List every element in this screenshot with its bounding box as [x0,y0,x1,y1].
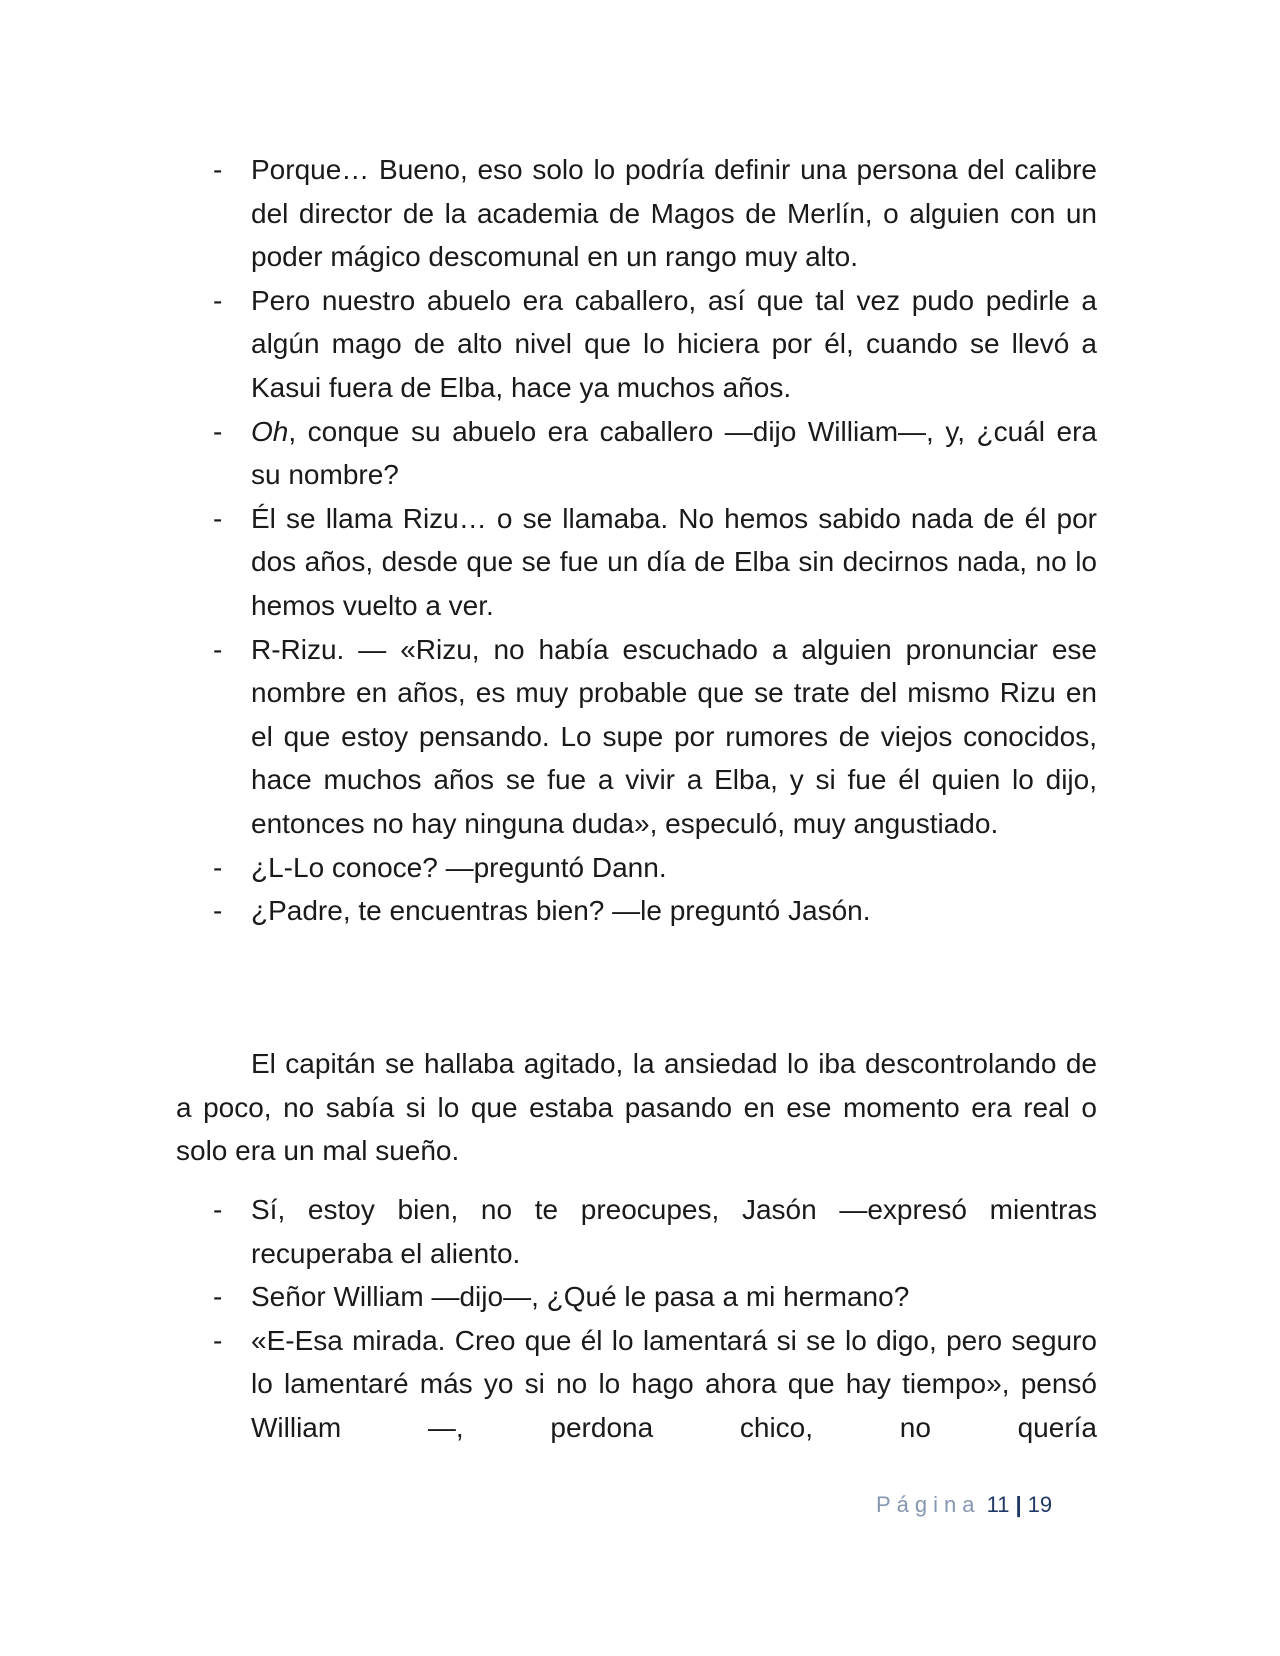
page-number: 11 [986,1492,1010,1517]
page-total: 19 [1027,1492,1053,1517]
narration-section [176,1042,1097,1173]
dialogue-section-1 [176,148,1097,933]
dialogue-line: - Sí, estoy bien, no te preocupes, Jasón —expresó mientras recuperaba el aliento. [176,1188,1097,1275]
dialogue-line: - R-Rizu. — «Rizu, no había escuchado a alguien pronunciar ese nombre en años, es muy probable que se trate del mismo Rizu en el que estoy pensando. Lo supe por rumores de viejos conocidos, hace muchos años se fue a vivir a Elba, y si fue él quien lo dijo, entonces no hay ninguna duda», especuló, muy angustiado. [176,628,1097,846]
dialogue-line: - Pero nuestro abuelo era caballero, así que tal vez pudo pedirle a algún mago de alto nivel que lo hiciera por él, cuando se llevó a Kasui fuera de Elba, hace ya muchos años. [176,279,1097,410]
dialogue-line: - ¿Padre, te encuentras bien? —le preguntó Jasón. [176,889,1097,933]
dialogue-line: - Él se llama Rizu… o se llamaba. No hemos sabido nada de él por dos años, desde que se fue un día de Elba sin decirnos nada, no lo hemos vuelto a ver. [176,497,1097,628]
dialogue-line: - Señor William —dijo—, ¿Qué le pasa a mi hermano? [176,1275,1097,1319]
dialogue-list [176,148,1097,933]
dialogue-line: - «E-Esa mirada. Creo que él lo lamentará si se lo digo, pero seguro lo lamentaré más yo si no lo hago ahora que hay tiempo», pensó William —, perdona chico, no quería [176,1319,1097,1450]
dialogue-list [176,1188,1097,1450]
page-separator: | [1015,1492,1022,1517]
italic-word: Oh [251,415,289,447]
dialogue-line: - Porque… Bueno, eso solo lo podría definir una persona del calibre del director de la academia de Magos de Merlín, o alguien con un poder mágico descomunal en un rango muy alto. [176,148,1097,279]
dialogue-section-2 [176,1188,1097,1450]
page-label: Página [876,1492,981,1517]
narration-paragraph: El capitán se hallaba agitado, la ansiedad lo iba descontrolando de a poco, no sabía si lo que estaba pasando en ese momento era real o solo era un mal sueño. [176,1048,1097,1167]
dialogue-line: - ¿L-Lo conoce? —preguntó Dann. [176,846,1097,890]
page-footer [876,1490,1052,1520]
dialogue-line [176,410,1097,497]
dialogue-line-text: , conque su abuelo era caballero —dijo William—, y, ¿cuál era su nombre? [251,415,1097,491]
